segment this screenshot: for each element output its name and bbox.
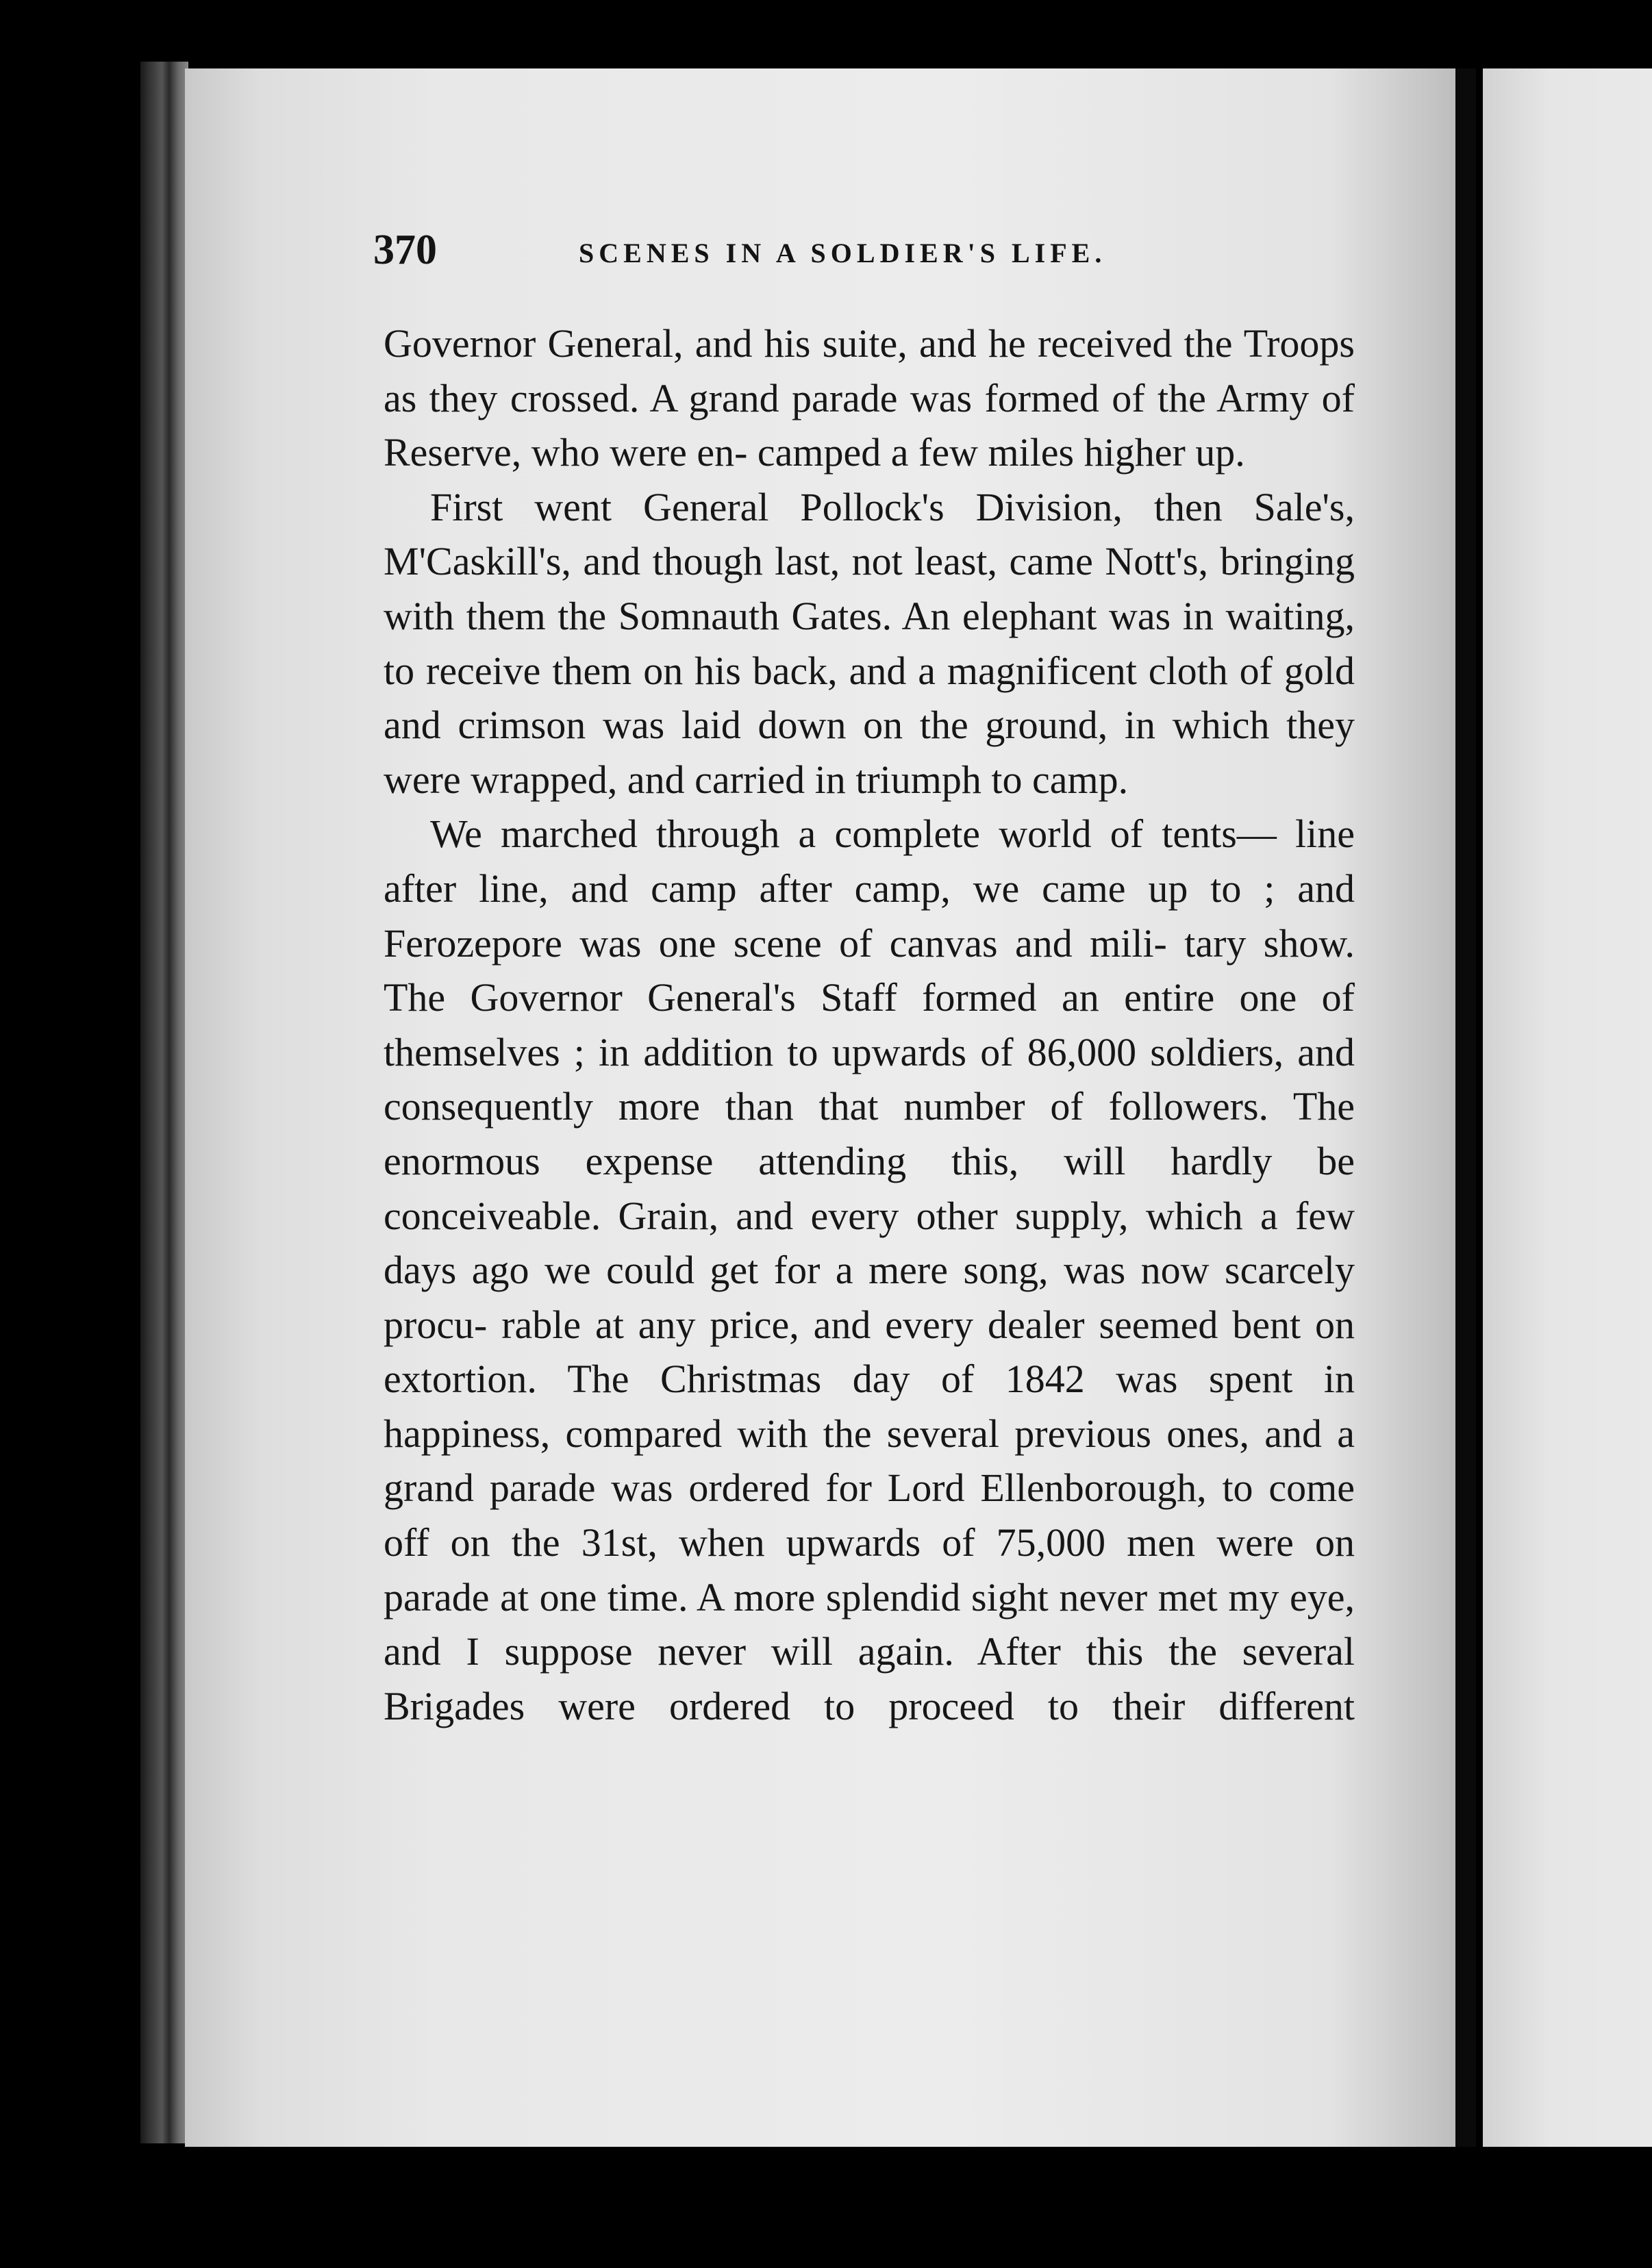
body-text (384, 316, 1355, 1733)
paragraph-3: We marched through a complete world of tents— line after line, and camp after camp, we came up to ; and Ferozepore was one scene of canvas and mili- tary show. The Governor General's Staff formed an entire one of themselves ; in addition to upwards of 86,000 soldiers, and consequently more than that number of followers. The enormous expense attending this, will hardly be conceiveable. Grain, and every other supply, which a few days ago we could get for a mere song, was now scarcely procu- rable at any price, and every dealer seemed bent on extortion. The Christmas day of 1842 was spent in happiness, compared with the several previous ones, and a grand parade was ordered for Lord Ellenborough, to come off on the 31st, when upwards of 75,000 men were on parade at one time. A more splendid sight never met my eye, and I suppose never will again. After this the several Brigades were ordered to proceed to their different (384, 811, 1355, 1728)
page-header (373, 226, 1360, 281)
page-edge (140, 62, 188, 2143)
page-gutter (1455, 68, 1476, 2147)
paragraph-2: First went General Pollock's Division, then Sale's, M'Caskill's, and though last, not least, came Nott's, bringing with them the Somnauth Gates. An elephant was in waiting, to receive them on his back, and a magnificent cloth of gold and crimson was laid down on the ground, in which they were wrapped, and carried in triumph to camp. (384, 484, 1355, 802)
paragraph-1: Governor General, and his suite, and he received the Troops as they crossed. A grand parade was formed of the Army of Reserve, who were en- camped a few miles higher up. (384, 321, 1355, 475)
running-head: SCENES IN A SOLDIER'S LIFE. (579, 238, 1107, 268)
facing-page (1483, 68, 1652, 2147)
page-number: 370 (373, 227, 437, 273)
